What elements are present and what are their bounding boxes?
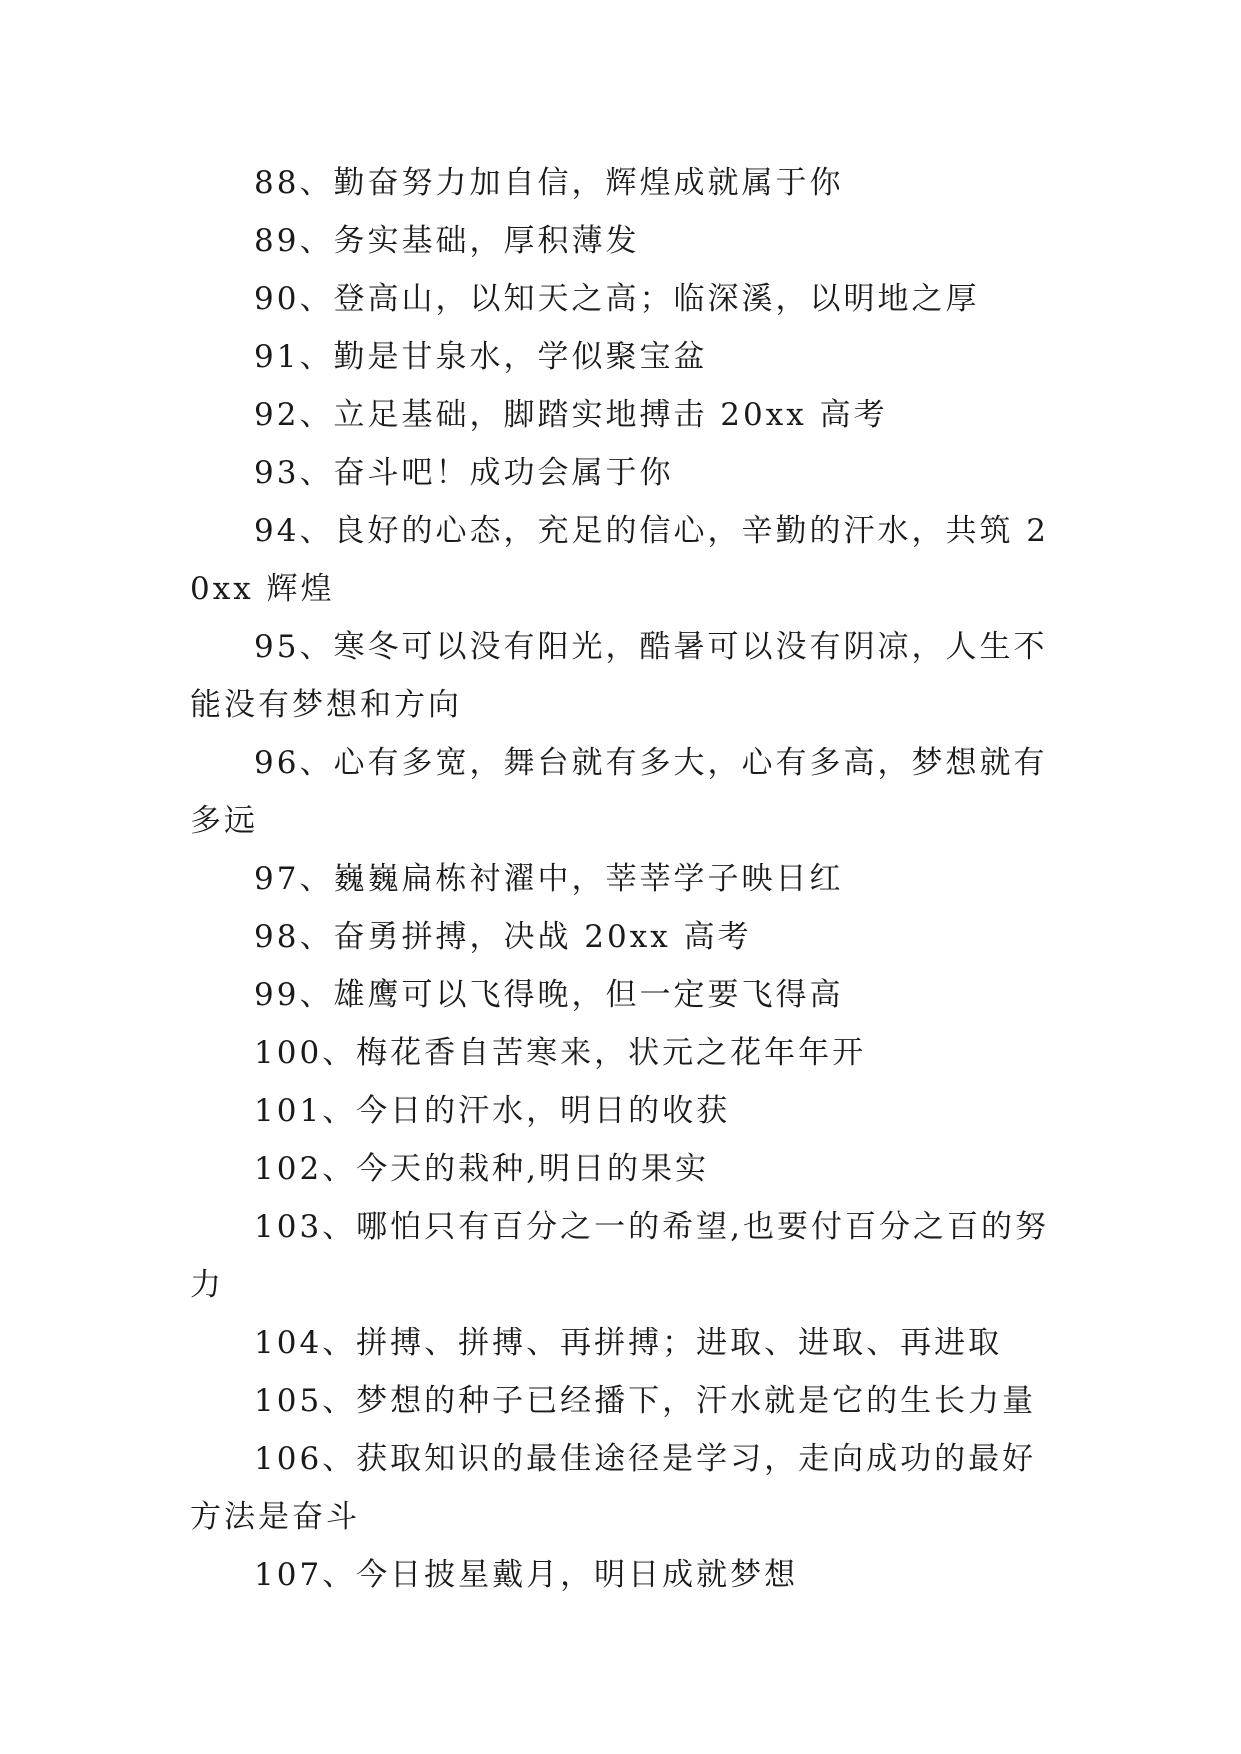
slogan-item: 107、今日披星戴月，明日成就梦想 bbox=[254, 1557, 799, 1593]
slogan-item: 104、拼搏、拼搏、再拼搏；进取、进取、再进取 bbox=[254, 1325, 1003, 1361]
slogan-item: 98、奋勇拼搏，决战 20xx 高考 bbox=[254, 919, 752, 955]
slogan-item: 95、寒冬可以没有阳光，酷暑可以没有阴凉，人生不能没有梦想和方向 bbox=[190, 629, 1048, 723]
slogan-list bbox=[190, 154, 1052, 1604]
slogan-item: 93、奋斗吧！成功会属于你 bbox=[254, 455, 674, 491]
slogan-item: 99、雄鹰可以飞得晚，但一定要飞得高 bbox=[254, 977, 844, 1013]
slogan-item: 90、登高山，以知天之高；临深溪，以明地之厚 bbox=[254, 281, 980, 317]
slogan-item: 91、勤是甘泉水，学似聚宝盆 bbox=[254, 339, 708, 375]
slogan-item: 89、务实基础，厚积薄发 bbox=[254, 223, 640, 259]
slogan-item: 100、梅花香自苦寒来，状元之花年年开 bbox=[254, 1035, 867, 1071]
slogan-item: 105、梦想的种子已经播下，汗水就是它的生长力量 bbox=[254, 1383, 1037, 1419]
slogan-item: 103、哪怕只有百分之一的希望,也要付百分之百的努力 bbox=[190, 1209, 1050, 1303]
slogan-item: 102、今天的栽种,明日的果实 bbox=[254, 1151, 710, 1187]
slogan-item: 94、良好的心态，充足的信心，辛勤的汗水，共筑 20xx 辉煌 bbox=[190, 513, 1050, 607]
slogan-item: 96、心有多宽，舞台就有多大，心有多高，梦想就有多远 bbox=[190, 745, 1048, 839]
slogan-item: 88、勤奋努力加自信，辉煌成就属于你 bbox=[254, 165, 844, 201]
slogan-item: 97、巍巍扁栋衬濯中，莘莘学子映日红 bbox=[254, 861, 844, 897]
slogan-item: 106、获取知识的最佳途径是学习，走向成功的最好方法是奋斗 bbox=[190, 1441, 1037, 1535]
slogan-item: 101、今日的汗水，明日的收获 bbox=[254, 1093, 731, 1129]
slogan-item: 92、立足基础，脚踏实地搏击 20xx 高考 bbox=[254, 397, 888, 433]
